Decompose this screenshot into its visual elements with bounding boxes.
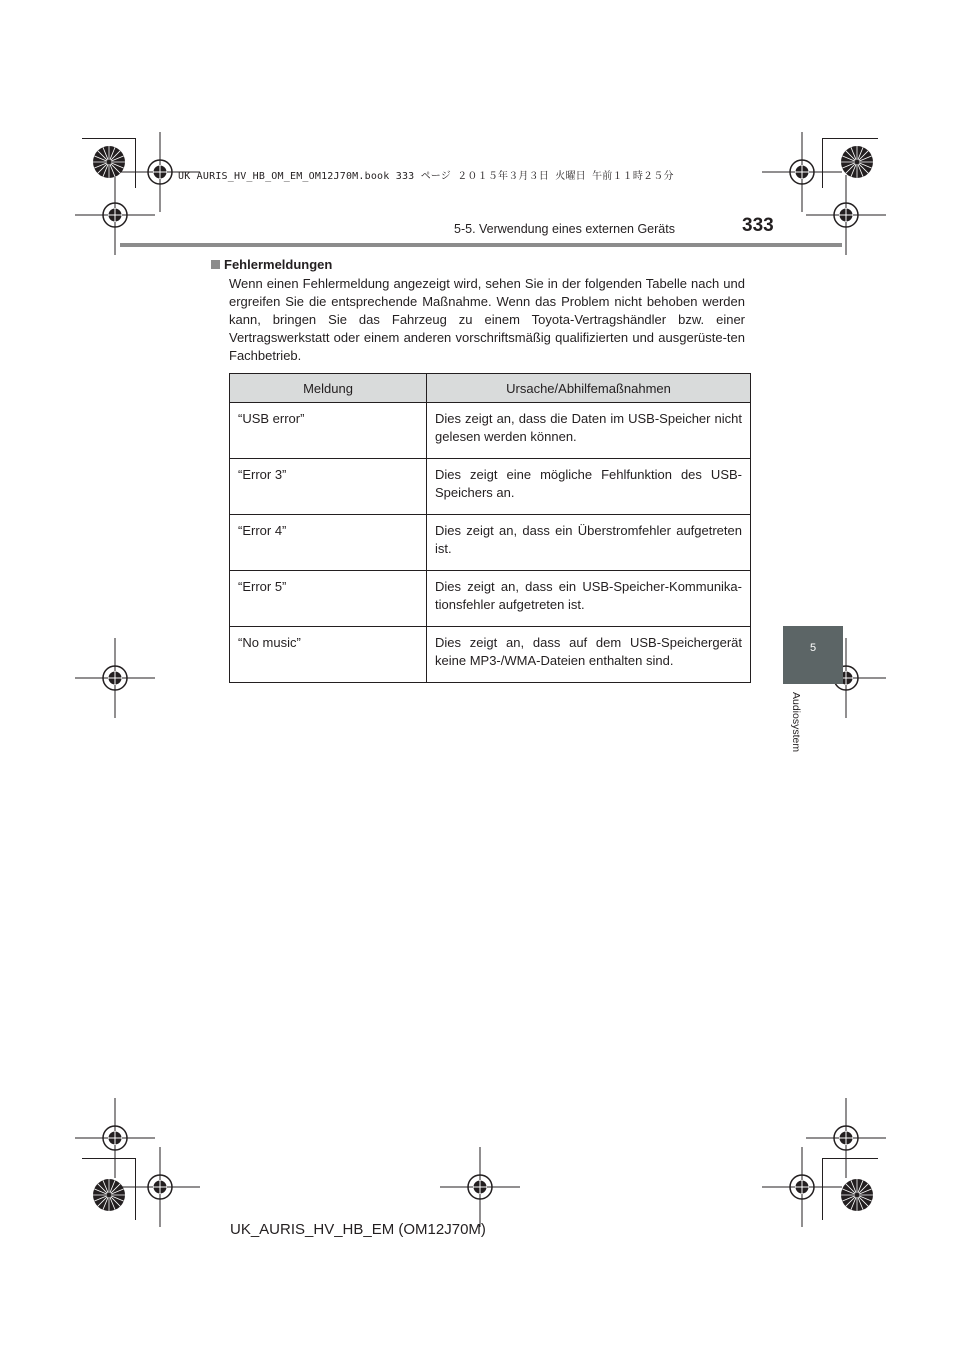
trim-line xyxy=(82,1158,136,1159)
cause-cell: Dies zeigt an, dass auf dem USB-Speichergerät keine MP3-/WMA-Dateien enthalten sind. xyxy=(427,627,751,683)
trim-line xyxy=(82,138,136,139)
trim-line xyxy=(135,138,136,188)
registration-mark-icon xyxy=(762,1147,842,1227)
cause-cell: Dies zeigt eine mögliche Fehlfunktion des USB-Speichers an. xyxy=(427,459,751,515)
cause-cell: Dies zeigt an, dass ein Überstromfehler aufgetreten ist. xyxy=(427,515,751,571)
message-cell: “No music” xyxy=(230,627,427,683)
trim-line xyxy=(822,138,823,188)
trim-line xyxy=(822,1158,823,1220)
chapter-tab xyxy=(783,626,843,684)
section-heading xyxy=(211,257,332,272)
table-row xyxy=(230,571,751,627)
chapter-tab-label: Audiosystem xyxy=(790,692,802,753)
rosette-mark-icon xyxy=(92,1178,126,1212)
trim-line xyxy=(822,1158,878,1159)
message-cell: “Error 3” xyxy=(230,459,427,515)
trim-line xyxy=(822,138,878,139)
cause-cell: Dies zeigt an, dass ein USB-Speicher-Kommunika-tionsfehler aufgetreten ist. xyxy=(427,571,751,627)
rosette-mark-icon xyxy=(840,145,874,179)
cause-cell: Dies zeigt an, dass die Daten im USB-Speicher nicht gelesen werden können. xyxy=(427,403,751,459)
rosette-mark-icon xyxy=(92,145,126,179)
header-rule xyxy=(120,243,842,247)
trim-line xyxy=(135,1158,136,1220)
table-row xyxy=(230,627,751,683)
rosette-mark-icon xyxy=(840,1178,874,1212)
registration-mark-icon xyxy=(75,638,155,718)
table-header-row xyxy=(230,374,751,403)
header-section-title: 5-5. Verwendung eines externen Geräts xyxy=(454,222,675,236)
message-cell: “Error 4” xyxy=(230,515,427,571)
book-info-line: UK AURIS_HV_HB_OM_EM_OM12J70M.book 333 ページ ２０１５年３月３日 火曜日 午前１１時２５分 xyxy=(178,171,674,182)
intro-paragraph: Wenn einen Fehlermeldung angezeigt wird, sehen Sie in der folgenden Tabelle nach und ergreifen Sie die entsprechende Maßnahme. Wenn das Problem nicht behoben werden kann, bringen Sie das Fahrzeug zu einem Toyota-Vertragshändler bzw. einer Vertragswerkstatt oder einem anderen vorschriftsmäßig qualifizierten und ausgerüste-ten Fachbetrieb. xyxy=(229,276,745,363)
error-message-table xyxy=(229,373,751,683)
chapter-tab-number: 5 xyxy=(809,642,817,654)
column-header-cause: Ursache/Abhilfemaßnahmen xyxy=(427,374,751,403)
registration-mark-icon xyxy=(440,1147,520,1227)
section-heading-text: Fehlermeldungen xyxy=(224,257,333,272)
table-row xyxy=(230,515,751,571)
square-bullet-icon xyxy=(211,260,220,269)
table-row xyxy=(230,459,751,515)
table-row xyxy=(230,403,751,459)
page-number: 333 xyxy=(742,215,774,236)
footer-model-code: UK_AURIS_HV_HB_EM (OM12J70M) xyxy=(230,1221,486,1238)
column-header-message: Meldung xyxy=(230,374,427,403)
message-cell: “Error 5” xyxy=(230,571,427,627)
message-cell: “USB error” xyxy=(230,403,427,459)
registration-mark-icon xyxy=(120,1147,200,1227)
